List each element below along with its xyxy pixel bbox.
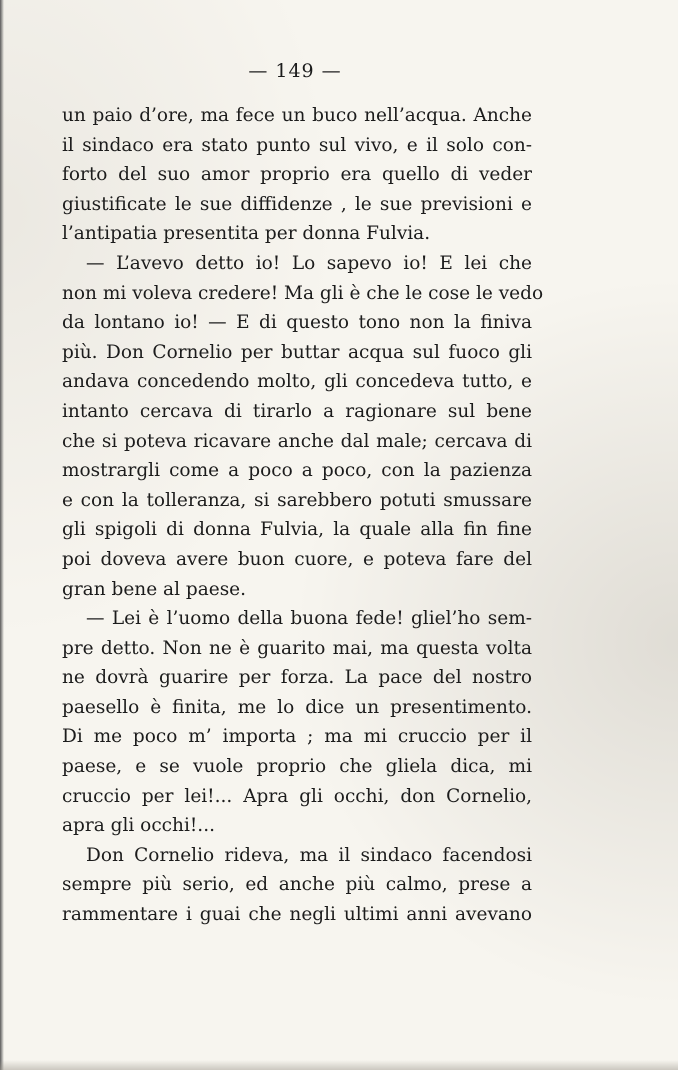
paragraph bbox=[62, 841, 532, 930]
paragraph bbox=[62, 101, 532, 249]
text-line: gli spigoli di donna Fulvia, la quale alla fin fine bbox=[62, 519, 532, 541]
text-line: Don Cornelio rideva, ma il sindaco facendosi bbox=[86, 844, 532, 866]
text-line: un paio d’ore, ma fece un buco nell’acqua. Anche bbox=[62, 105, 532, 126]
text-line: sempre più serio, ed anche più calmo, prese a bbox=[62, 874, 532, 896]
paragraph bbox=[62, 249, 544, 604]
text-line: cruccio per lei!... Apra gli occhi, don Cornelio, bbox=[62, 785, 532, 807]
text-line: mostrargli come a poco a poco, con la pazienza bbox=[62, 460, 532, 482]
text-line: poi doveva avere buon cuore, e poteva fare del bbox=[62, 548, 532, 570]
text-line: pre detto. Non ne è guarito mai, ma questa volta bbox=[62, 637, 532, 659]
text-line: più. Don Cornelio per buttar acqua sul fuoco gli bbox=[62, 341, 532, 363]
text-line: Di me poco m’ importa ; ma mi cruccio per il bbox=[62, 726, 532, 748]
page-bottom-shadow bbox=[0, 1060, 678, 1070]
text-line: l’antipatia presentita per donna Fulvia. bbox=[62, 223, 431, 245]
text-line: da lontano io! — E di questo tono non la finiva bbox=[62, 312, 532, 334]
text-line: paesello è finita, me lo dice un presentimento. bbox=[62, 696, 532, 718]
text-line: apra gli occhi!... bbox=[62, 815, 215, 837]
text-line: andava concedendo molto, gli concedeva tutto, e bbox=[62, 371, 532, 393]
text-line: il sindaco era stato punto sul vivo, e il solo con- bbox=[62, 134, 532, 156]
text-line: paese, e se vuole proprio che gliela dica, mi bbox=[62, 756, 532, 778]
body-text bbox=[62, 101, 544, 930]
text-line: forto del suo amor proprio era quello di veder bbox=[62, 164, 532, 186]
page-number: — 149 — bbox=[248, 60, 342, 82]
text-line: — Lei è l’uomo della buona fede! gliel’ho sem- bbox=[86, 608, 532, 630]
text-line: giustificate le sue diffidenze , le sue previsioni e bbox=[62, 193, 532, 215]
text-line: non mi voleva credere! Ma gli è che le cose le vedo bbox=[62, 282, 544, 304]
text-line: e con la tolleranza, si sarebbero potuti smussare bbox=[62, 489, 532, 511]
text-line: — L’avevo detto io! Lo sapevo io! E lei che bbox=[86, 252, 532, 274]
page-binding-shadow bbox=[0, 0, 4, 1070]
text-line: ne dovrà guarire per forza. La pace del nostro bbox=[62, 667, 532, 689]
text-line: intanto cercava di tirarlo a ragionare sul bene bbox=[62, 400, 532, 422]
text-line: rammentare i guai che negli ultimi anni avevano bbox=[62, 904, 532, 926]
text-line: che si poteva ricavare anche dal male; cercava di bbox=[62, 430, 532, 452]
text-line: gran bene al paese. bbox=[62, 578, 247, 600]
paragraph bbox=[62, 604, 532, 841]
